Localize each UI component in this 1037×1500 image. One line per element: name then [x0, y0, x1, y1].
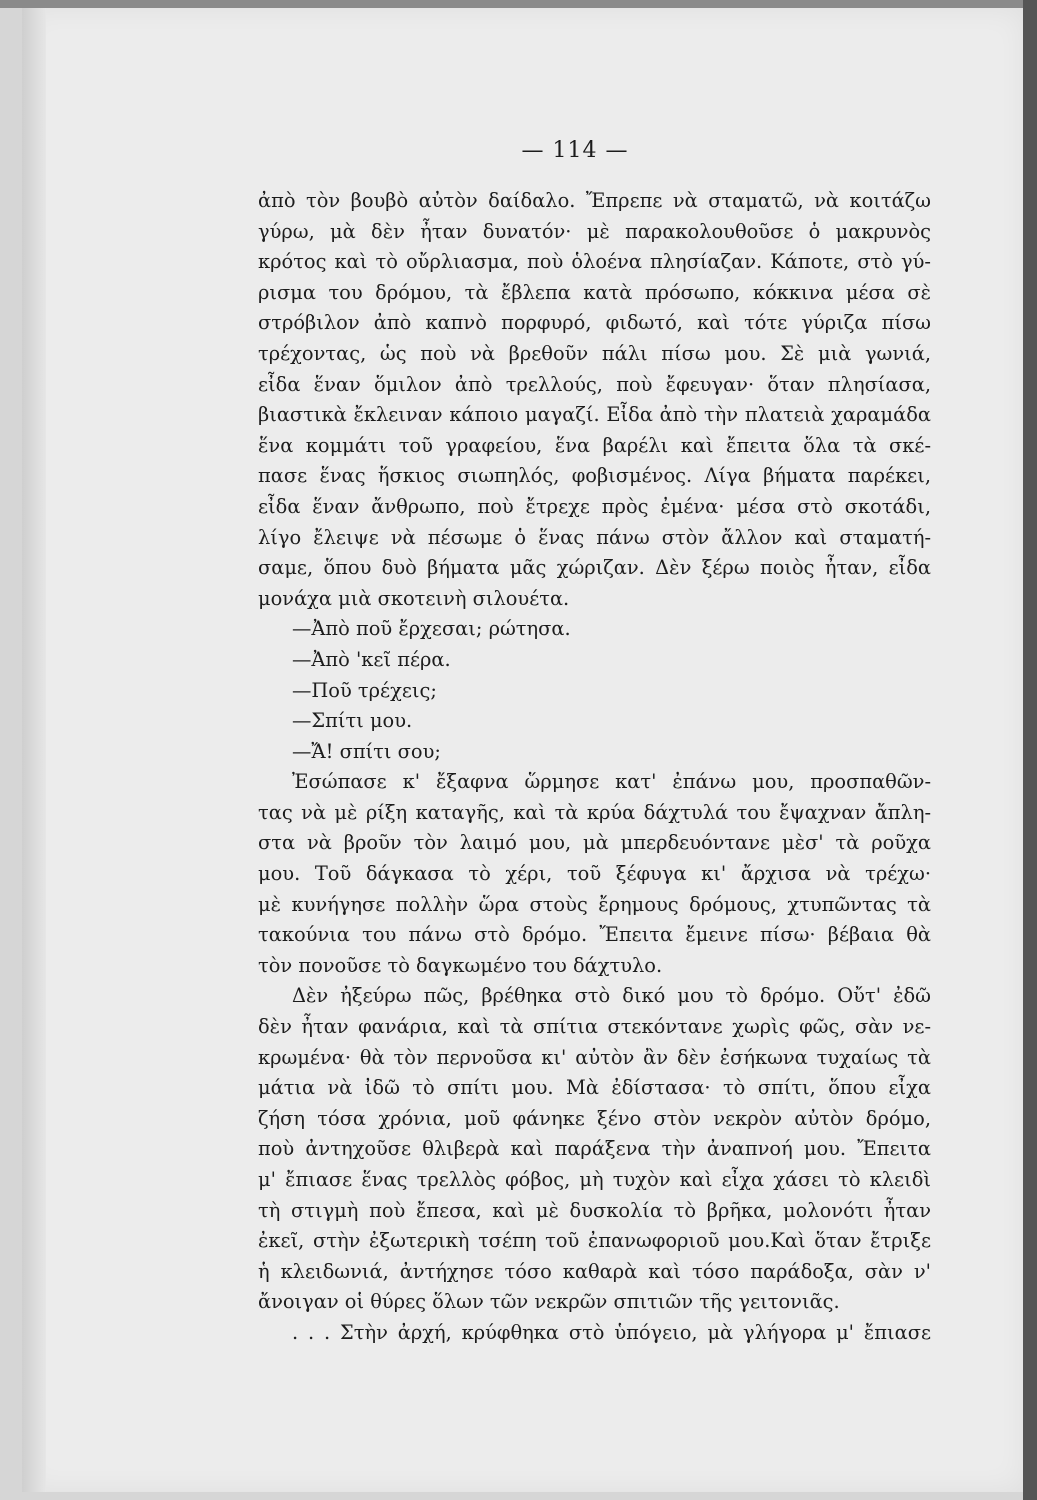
text-line: ἀπὸ τὸν βουβὸ αὐτὸν δαίδαλο. Ἔπρεπε νὰ σταματῶ, νὰ κοιτάζω — [258, 189, 931, 212]
text-line: ἡ κλειδωνιά, ἀντήχησε τόσο καθαρὰ καὶ τόσο παράδοξα, σὰν ν' — [258, 1259, 931, 1283]
text-line: τὴ στιγμὴ ποὺ ἔπεσα, καὶ μὲ δυσκολία τὸ βρῆκα, μολονότι ἦταν — [258, 1198, 931, 1222]
text-line: ποὺ ἀντηχοῦσε θλιβερὰ καὶ παράξενα τὴν ἀναπνοή μου. Ἔπειτα — [258, 1137, 931, 1161]
text-line: . . . Στὴν ἀρχή, κρύφθηκα στὸ ὑπόγειο, μὰ γλήγορα μ' ἔπιασε — [292, 1320, 931, 1344]
page-body — [258, 186, 931, 1349]
text-line: δὲν ἦταν φανάρια, καὶ τὰ σπίτια στεκόντανε χωρὶς φῶς, σὰν νε- — [258, 1015, 931, 1039]
text-line: γύρω, μὰ δὲν ἦταν δυνατόν· μὲ παρακολουθοῦσε ὁ μακρυνὸς — [258, 219, 931, 243]
text-line: τακούνια του πάνω στὸ δρόμο. Ἔπειτα ἔμεινε πίσω· βέβαια θὰ — [258, 923, 931, 947]
text-line: βιαστικὰ ἔκλειναν κάποιο μαγαζί. Εἶδα ἀπὸ τὴν πλατειὰ χαραμάδα — [258, 403, 931, 427]
page-number: — 114 — — [521, 138, 629, 163]
scan-top-edge — [0, 0, 1037, 8]
dialogue-line: —Ἀπὸ 'κεῖ πέρα. — [292, 647, 451, 671]
text-line: εἶδα ἕναν ἄνθρωπο, ποὺ ἔτρεχε πρὸς ἐμένα· μέσα στὸ σκοτάδι, — [258, 494, 931, 518]
text-line: Ἐσώπασε κ' ἔξαφνα ὥρμησε κατ' ἐπάνω μου, προσπαθῶν- — [292, 770, 931, 794]
page-gutter — [22, 8, 46, 1492]
text-line: στρόβιλον ἀπὸ καπνὸ πορφυρό, φιδωτό, καὶ τότε γύριζα πίσω — [258, 311, 931, 335]
dialogue-line: —Σπίτι μου. — [292, 709, 413, 733]
text-line: στα νὰ βροῦν τὸν λαιμό μου, μὰ μπερδευόντανε μὲσ' τὰ ροῦχα — [258, 831, 931, 855]
text-line: πασε ἕνας ἥσκιος σιωπηλός, φοβισμένος. Λίγα βήματα παρέκει, — [258, 464, 931, 488]
text-line: μ' ἔπιασε ἕνας τρελλὸς φόβος, μὴ τυχὸν καὶ εἶχα χάσει τὸ κλειδὶ — [258, 1168, 931, 1191]
dialogue-line: —Ποῦ τρέχεις; — [292, 678, 437, 702]
text-line: τὸν πονοῦσε τὸ δαγκωμένο του δάχτυλο. — [258, 953, 663, 977]
text-line: κρωμένα· θὰ τὸν περνοῦσα κι' αὐτὸν ἂν δὲν ἐσήκωνα τυχαίως τὰ — [258, 1045, 931, 1069]
text-line: ἄνοιγαν οἱ θύρες ὅλων τῶν νεκρῶν σπιτιῶν τῆς γειτονιᾶς. — [258, 1290, 840, 1314]
text-line: ζήση τόσα χρόνια, μοῦ φάνηκε ξένο στὸν νεκρὸν αὐτὸν δρόμο, — [258, 1106, 931, 1130]
text-line: τας νὰ μὲ ρίξη καταγῆς, καὶ τὰ κρύα δάχτυλά του ἔψαχναν ἄπλη- — [258, 800, 931, 824]
text-line: εἶδα ἕναν ὅμιλον ἀπὸ τρελλούς, ποὺ ἔφευγαν· ὅταν πλησίασα, — [258, 372, 931, 396]
text-line: μὲ κυνήγησε πολλὴν ὥρα στοὺς ἔρημους δρόμους, χτυπῶντας τὰ — [258, 892, 931, 916]
text-line: μου. Τοῦ δάγκασα τὸ χέρι, τοῦ ξέφυγα κι' ἄρχισα νὰ τρέχω· — [258, 862, 931, 886]
text-line: ρισμα του δρόμου, τὰ ἔβλεπα κατὰ πρόσωπο, κόκκινα μέσα σὲ — [258, 280, 931, 304]
text-line: σαμε, ὅπου δυὸ βήματα μᾶς χώριζαν. Δὲν ξέρω ποιὸς ἦταν, εἶδα — [258, 556, 931, 580]
text-line: ἐκεῖ, στὴν ἐξωτερικὴ τσέπη τοῦ ἐπανωφοριοῦ μου.Καὶ ὅταν ἔτριξε — [258, 1229, 931, 1253]
dialogue-line: —Ἄ! σπίτι σου; — [292, 739, 441, 763]
text-line: μάτια νὰ ἰδῶ τὸ σπίτι μου. Μὰ ἐδίστασα· τὸ σπίτι, ὅπου εἶχα — [258, 1076, 931, 1100]
text-line: μονάχα μιὰ σκοτεινὴ σιλουέτα. — [258, 586, 570, 610]
scan-right-edge — [1023, 0, 1037, 1500]
text-line: τρέχοντας, ὡς ποὺ νὰ βρεθοῦν πάλι πίσω μου. Σὲ μιὰ γωνιά, — [258, 341, 931, 365]
text-line: κρότος καὶ τὸ οὔρλιασμα, ποὺ ὁλοένα πλησίαζαν. Κάποτε, στὸ γύ- — [258, 250, 931, 274]
dialogue-line: —Ἀπὸ ποῦ ἔρχεσαι; ρώτησα. — [292, 617, 571, 641]
text-line: ἕνα κομμάτι τοῦ γραφείου, ἕνα βαρέλι καὶ ἔπειτα ὅλα τὰ σκέ- — [258, 433, 931, 457]
text-line: λίγο ἔλειψε νὰ πέσωμε ὁ ἕνας πάνω στὸν ἄλλον καὶ σταματή- — [258, 525, 931, 549]
text-line: Δὲν ἠξεύρω πῶς, βρέθηκα στὸ δικό μου τὸ δρόμο. Οὔτ' ἐδῶ — [292, 984, 931, 1008]
